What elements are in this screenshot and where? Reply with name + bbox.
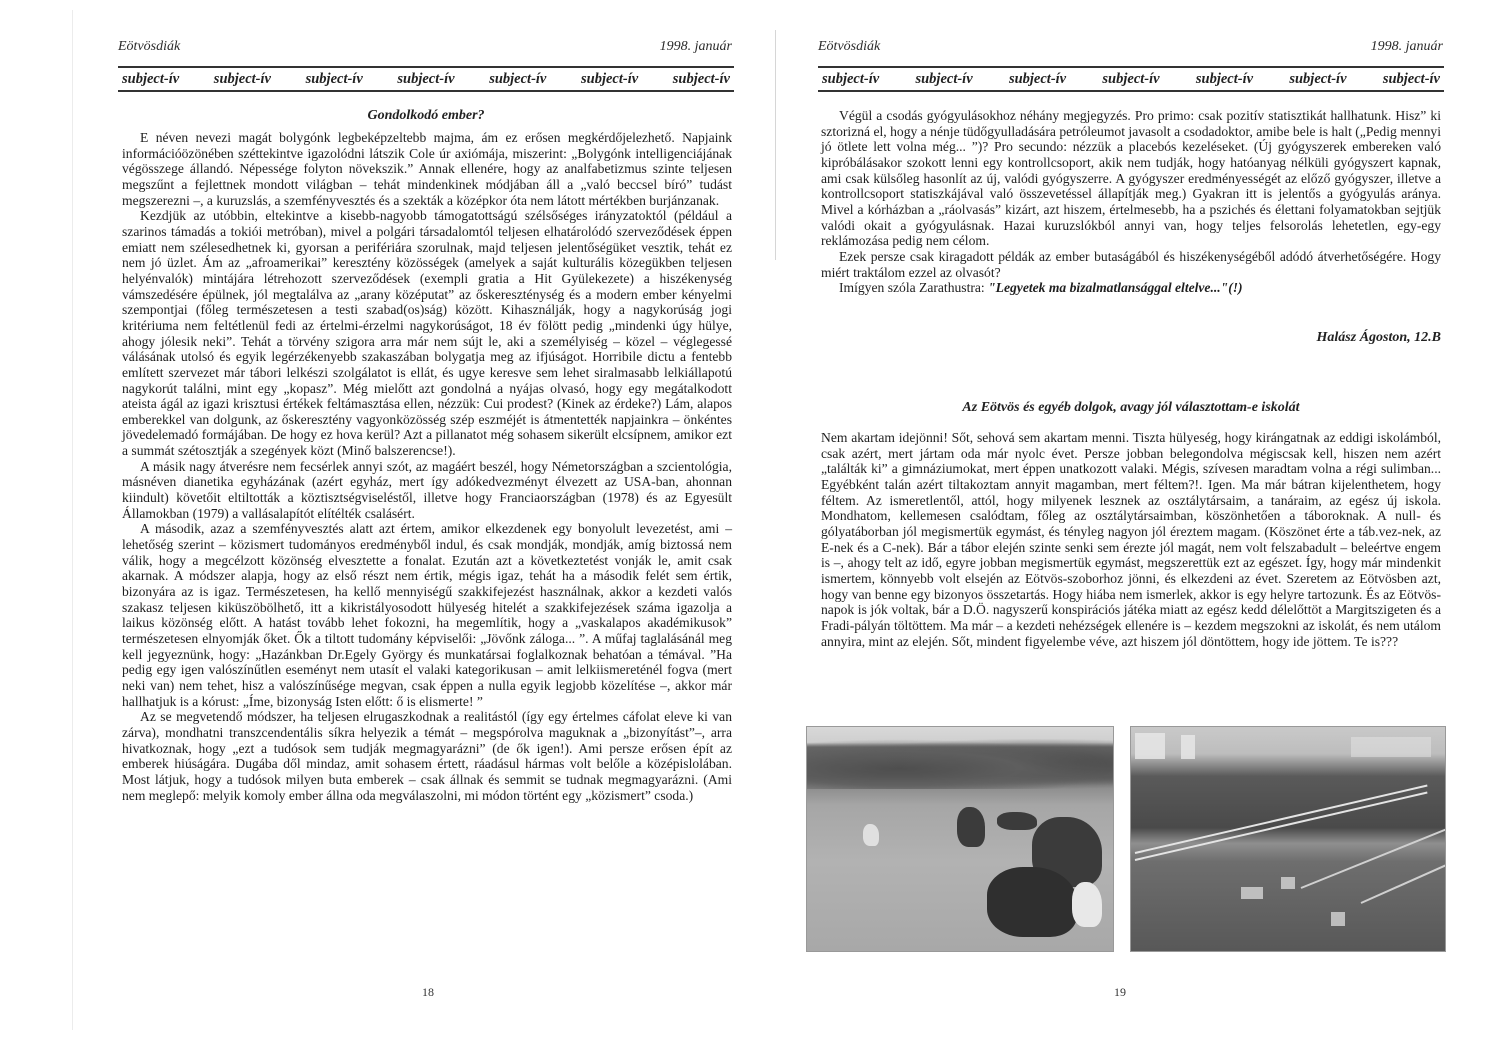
subject-bar — [118, 66, 734, 92]
subject-label: subject-ív — [822, 70, 880, 87]
paragraph: A másik nagy átverésre nem fecsérlek annyi szót, az magáért beszél, hogy Németországban a szcientológia, másnéven dianetika egyházának (azért egyház, mert így adókedvezményt élvezett az USA-ban, ahonnan kiindult) követőit eltiltották a köztisztségviseléstől, illetve hogy Franciaországban (1978) és az Egyesült Államokban (1979) a vallásalapítót elítélték csalásért. — [122, 458, 732, 521]
paragraph: Nem akartam idejönni! Sőt, sehová sem akartam menni. Tiszta hülyeség, hogy kirángatnak az eddigi iskolámból, csak azért, mert jártam oda már nyolc évet. Persze jobban belegondolva mégiscsak kell, hiszen nem azért „találták ki” a gimnáziumokat, mert éppen unatkozott valaki. Mégis, szívesen maradtam volna a régi sulimban... Egyébként talán azért tiltakoztam annyit magamban, mert féltem?!. Igen. Ma már bátran kijelenthetem, hogy féltem. Az ismeretlentől, attól, hogy milyenek lesznek az osztálytársaim, a tanáraim, az egész új iskola. Mondhatom, kellemesen csalódtam, főleg az osztálytársaimban, köszönhetően a táboroknak. A null- és gólyatáborban jól megismertük egymást, és tényleg nagyon jól éreztem magam. (Köszönet érte a táb.vez-nek, az E-nek és a C-nek). Bár a tábor elején szinte senki sem érezte jól magát, nem volt felszabadult – beleértve engem is –, ahogy telt az idő, egyre jobban megismertük egymást, megszerettük ezt az egészet. Így, hogy már mindenkit ismertem, könnyebb volt elsején az Eötvös-szoborhoz jönni, és elkezdeni az évet. Szeretem az Eötvösben azt, hogy van benne egy bizonyos összetartás. Hogy hiába nem ismerlek, akkor is egy helyre tartozunk. És az Eötvös-napok is jók voltak, bár a D.Ö. nagyszerű konspirációs játéka miatt az egész kedd délelőttöt a Margitszigeten és a Fradi-pályán töltöttem. Ma már – a kezdeti nehézségek ellenére is – kezdem megszokni az iskolát, és nem utálom annyira, mint az elején. Sőt, mindent figyelembe véve, azt hiszem jól döntöttem, hogy ide jöttem. Te is??? — [821, 430, 1441, 649]
photo-figure — [1072, 882, 1102, 927]
photo-tree-line — [807, 739, 1113, 789]
running-head-date: 1998. január — [1370, 39, 1443, 54]
paragraph: Végül a csodás gyógyulásokhoz néhány megjegyzés. Pro primo: csak pozitív statisztikát hallhatunk. Hisz” ki sztorizná el, hogy a nénje tüdőgyulladására petróleumot javasolt a csodadoktor, amibe bele is halt („Pedig mennyi jó ötlete lett volna még... ”)? Pro secundo: nézzük a placebós kezeléseket. (Új gyógyszerek embereken való kipróbálásakor szokott lenni egy kontrollcsoport, akik nem tudják, hogy hatóanyag nélküli gyógyszert kapnak, ami csak külsőleg hasonlít az új, valódi gyógyszerre. A gyógyszer eredményességét az előző gyógyszer, illetve a kontrollcsoport statiszkájával való összevetéssel állapítják meg.) Gyakran itt is jelentős a gyógyulás aránya. Mivel a kórházban a „ráolvasás” kizárt, azt hiszem, értelmesebb, ha a pszichés és élettani folyamatokban sejtjük valódi okait a gyógyulásnak. Hazai kuruzslókból annyi van, hogy teljes felsorolás lehetetlen, egy-egy reklámozása pedig nem célom. — [821, 108, 1441, 249]
photo-window — [1135, 733, 1165, 759]
paragraph: A második, azaz a szemfényvesztés alatt azt értem, amikor elkezdenek egy bonyolult levezetést, ami – lehetőség szerint – közismert tudományos eredményből indul, és csak mondják, mondják, amíg biztossá nem válik, hogy a megcélzott közönség elvesztette a fonalat. Ezután azt a következtetést vonják le, amit csak akarnak. A módszer alapja, hogy az első részt nem értik, mégis igaz, tehát ha a második felét sem értik, bizonyára az is igaz. Természetesen, ha kellő mennyiségű szakkifejezést használnak, akkor a kezdeti valós szakasz teljesen kiküszöbölhető, itt a kikristályosodott hülyeség hitelét a szakkifejezések száma igazolja a laikus közönség előtt. A hatást tovább lehet fokozni, ha megemlítik, hogy a „vaskalapos akadémikusok” természetesen elnyomják őket. Ők a tiltott tudomány képviselői: „Jövőnk záloga... ”. A műfaj taglalásánál meg kell jegyeznünk, hogy: „Hazánkban Dr.Egely György és munkatársai foglalkoznak behatóan a témával. ”Ha pedig egy igen valószínűtlen eseményt nem utasít el valaki kategorikusan – amit lelkiismereténél fogva (mert neki van) nem tehet, hisz a valószínűsége megvan, csak éppen a nulla egyik legjobb közelítése –, akkor már hallhatjuk is a kórust: „Íme, bizonyság Isten előtt: ő is elismerte! ” — [122, 521, 732, 709]
author-signature: Halász Ágoston, 12.B — [1316, 330, 1441, 345]
subject-label: subject-ív — [1289, 70, 1347, 87]
photo-railing — [1135, 785, 1428, 854]
subject-label: subject-ív — [122, 70, 180, 87]
subject-label: subject-ív — [397, 70, 455, 87]
photo-window — [1181, 735, 1195, 759]
subject-label: subject-ív — [1008, 70, 1067, 87]
quote-intro: Imígyen szóla Zarathustra: — [839, 280, 989, 296]
paragraph: Ezek persze csak kiragadott példák az ember butaságából és hiszékenységéből adódó átverhetőségére. Hogy miért traktálom ezzel az olvasót? — [821, 248, 1441, 280]
subject-label: subject-ív — [1382, 70, 1440, 87]
paragraph: Kezdjük az utóbbin, eltekintve a kisebb-nagyobb támogatottságú szélsőséges irányzatoktól (például a szarinos támadás a tokiói metróban), mivel a polgári társadalomtól teljesen elhatárolódó szerveződések éppen emiatt nem szélesedhetnek ki, gyorsan a perifériára szorulnak, majd teljesen jelentőségüket vesztik, tehát ez nem jó üzlet. Ám az „afroamerikai” keresztény közösségek (amelyek a saját kulturális közegükben teljesen helyénvalók) mintájára létrehozott szerveződések (exempli gratia a Hit Gyülekezete) a hiszékenység vámszedésére épülnek, jól megtalálva az „arany középutat” az őskereszténység és a modern ember kényelmi szempontjai (főleg természetesen a testi szabad(os)ság) között. Kihasználják, hogy a nagykorúság jogi kritériuma nem feltétlenül fedi az értelmi-érzelmi nagykorúságot, 18 év fölött pedig „mindenki úgy hülye, ahogy jólesik neki”. Tehát a törvény szigora arra már nem sújt le, aki a személyiség – közel – véglegessé válásának utolsó és egyik legérzékenyebb szakaszában bolygatja meg az ifjúságot. Horribile dictu a fentebb említett szervezet már tábori lelkészi szolgálatot is ellát, és ugye keresve sem lehet siralmasabb lelkiállapotú nagykorút találni, mint egy „kopasz”. Még mielőtt azt gondolná a nyájas olvasó, hogy egy megátalkodott ateista ágál az igazi krisztusi értékek feltámasztása ellen, nézzük: Cui prodest? (Kinek az érdeke?) Lám, alapos emberekkel van dolgunk, az őskeresztény vagyonközösség szép eszméjét is átmentették napjainkra – önkéntes jövedelemadó formájában. De hogy ez hova kerül? Azt a pillanatot még sohasem sikerült elcsípnem, amikor ezt a summát szétosztják a szegények közt (Minő balszerencse!). — [122, 208, 732, 459]
photo-meadow-students — [806, 726, 1114, 952]
paragraph: E néven nevezi magát bolygónk legbeképzeltebb majma, ám ez erősen megkérdőjelezhető. Napjaink információözönében széttekintve igazolódni látszik Cole úr axiómája, miszerint: „Bolygónk intelligenciájának végösszege állandó. Népessége folyton növekszik.” Annak ellenére, hogy az analfabetizmus szinte teljesen megszűnt a fejlettnek mondott világban – tehát mindenkinek módjában áll a „való beccsel bíró” tudást megszerezni –, a kuruzslás, a szemfényvesztés és a szekták a középkor óta nem látott mértékben burjánzanak. — [122, 130, 732, 208]
photo-pool-lane — [1301, 827, 1446, 889]
zarathustra-quote: "Legyetek ma bizalmatlansággal eltelve..."(!) — [988, 280, 1243, 296]
photo-swimming-pool-crowd — [1130, 726, 1446, 952]
paragraph — [821, 280, 1441, 296]
photo-figure — [863, 824, 879, 846]
subject-label: subject-ív — [580, 70, 639, 87]
paragraph: Az se megvetendő módszer, ha teljesen elrugaszkodnak a realitástól (így egy értelmes cáfolat eleve ki van zárva), mondhatni transzcendentális síkra helyezik a témát – megspórolva maguknak a „bizonyítást”–, arra hivatkoznak, hogy „ezt a tudósok sem tudják megmagyarázni” (de ők igen!). Ami persze erősen épít az emberek hiúságára. Dugába dől mindaz, amit sohasem értett, ráadásul hármas volt belőle a középislolában. Most látjuk, hogy a tudósok milyen buta emberek – csak állnak és semmit se tudnak megmagyarázni. (Ami nem meglepő: melyik komoly ember állna oda megválaszolni, mi módon történt egy „közismert” csoda.) — [122, 709, 732, 803]
running-head-publication: Eötvösdiák — [818, 39, 881, 54]
photo-window — [1351, 737, 1431, 757]
page-number: 18 — [422, 985, 434, 999]
photo-figure — [987, 867, 1077, 937]
photo-figure — [957, 807, 985, 847]
subject-label: subject-ív — [672, 70, 730, 87]
photo-railing — [1135, 792, 1428, 861]
article-title: Gondolkodó ember? — [367, 108, 485, 123]
running-head-publication: Eötvösdiák — [118, 39, 181, 54]
subject-label: subject-ív — [305, 70, 363, 87]
article-body — [122, 130, 732, 803]
subject-label: subject-ív — [1102, 70, 1160, 87]
page-number: 19 — [1114, 985, 1126, 999]
second-article-body — [821, 430, 1441, 649]
photo-figure — [997, 812, 1037, 830]
running-head-date: 1998. január — [659, 39, 732, 54]
subject-label: subject-ív — [213, 70, 271, 87]
subject-bar — [818, 66, 1444, 92]
subject-label: subject-ív — [915, 70, 973, 87]
photo-reflection — [1281, 877, 1295, 889]
second-article-title: Az Eötvös és egyéb dolgok, avagy jól választottam-e iskolát — [962, 400, 1300, 415]
subject-label: subject-ív — [489, 70, 547, 87]
photo-reflection — [1241, 887, 1263, 899]
photo-reflection — [1331, 912, 1345, 926]
article-continuation — [821, 108, 1441, 296]
photo-pool-lane — [1361, 853, 1446, 904]
subject-label: subject-ív — [1195, 70, 1254, 87]
